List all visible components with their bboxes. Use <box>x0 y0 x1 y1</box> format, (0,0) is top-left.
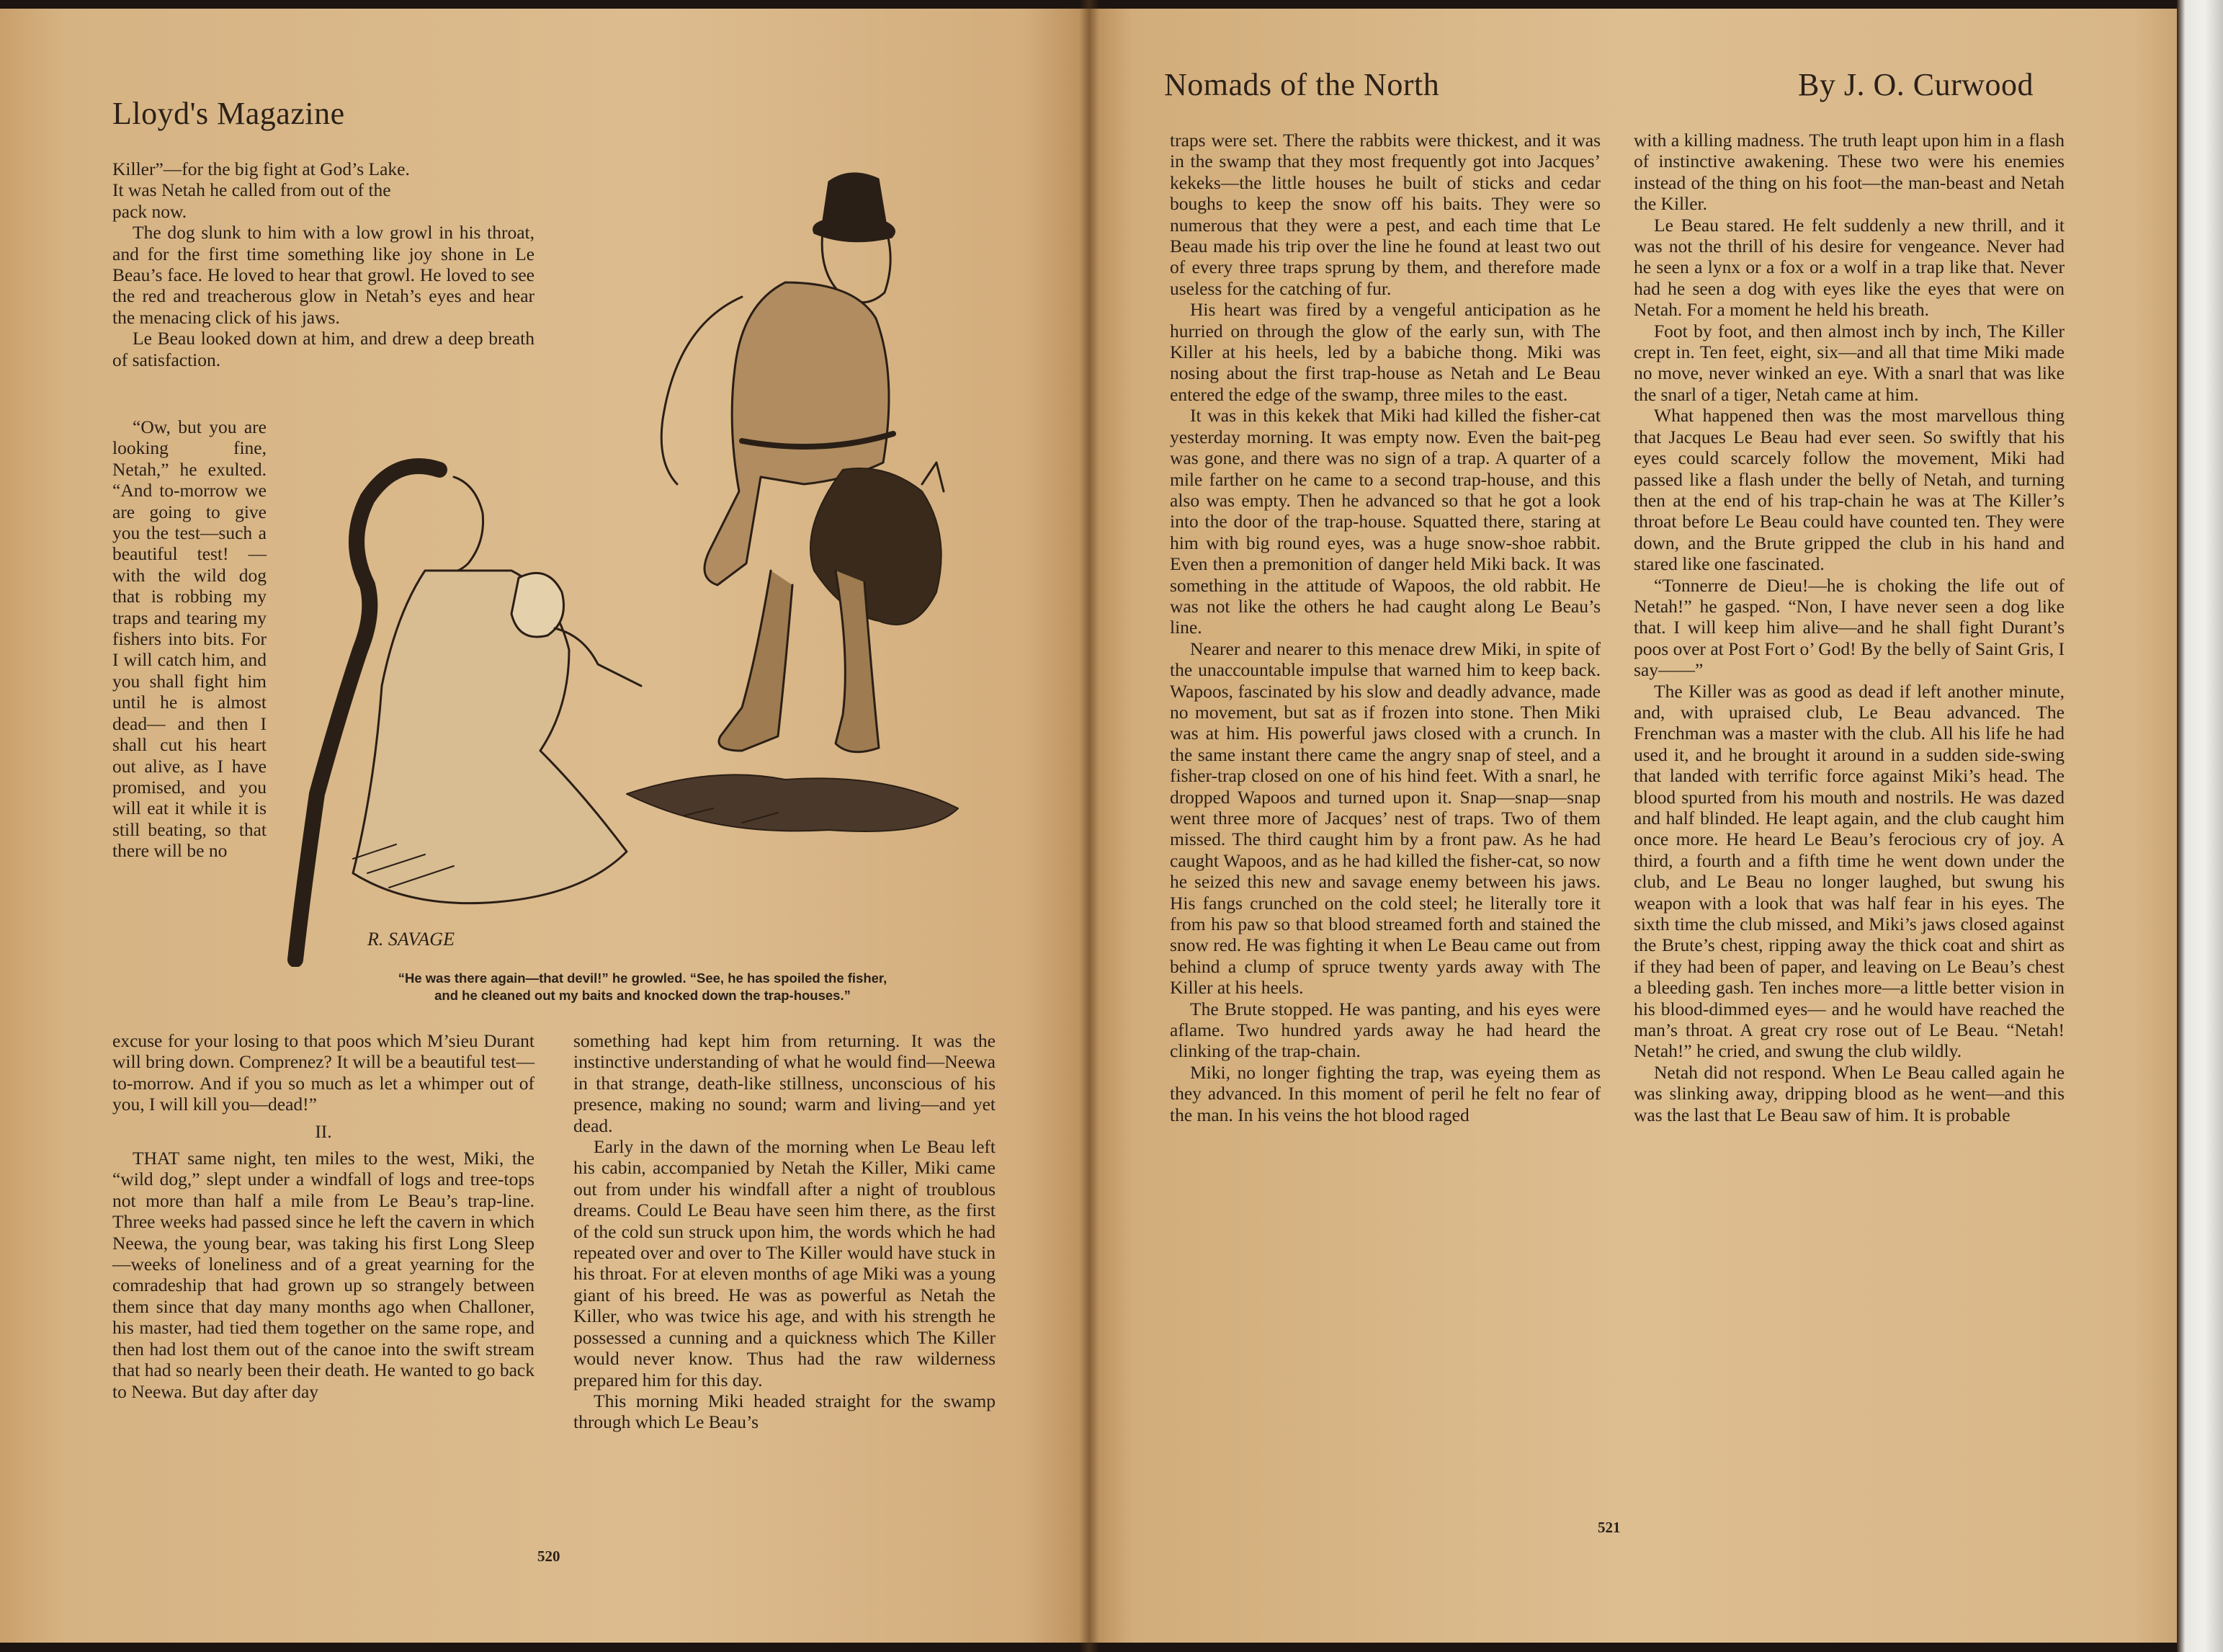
right-col2-p5: “Tonnerre de Dieu!—he is choking the life out of Netah!” he gasped. “Non, I have never seen a dog like that. I will keep him alive—and he shall fight Durant’s poos over at Post Fort o’ God! By the belly of Saint Gris, I say——” <box>1634 574 2065 681</box>
illustration-trapper-woman-child <box>281 167 1001 967</box>
illustration-caption <box>297 970 988 1004</box>
left-column-1 <box>112 1030 534 1402</box>
left-running-title: Lloyd's Magazine <box>112 96 345 131</box>
right-col1-p6: Miki, no longer fighting the trap, was eyeing them as they advanced. In this moment of peril he felt no fear of the man. In his veins the hot blood raged <box>1170 1061 1601 1125</box>
narrow-dialogue: “Ow, but you are looking fine, Netah,” he exulted. “And to-morrow we are going to give you the test—such a beautiful test! —with the wild dog that is robbing my traps and tearing my fishers into bits. For I will catch him, and you shall fight him until he is almost dead— and then I shall cut his heart out alive, as I have promised, and you will eat it while it is still beating, so that there will be no <box>112 416 267 862</box>
left-column-2 <box>573 1030 996 1433</box>
book-spine-shadow <box>1079 0 1099 1652</box>
right-folio: 521 <box>1598 1519 1621 1536</box>
intro-line-2: It was Netah he called from out of the <box>112 179 391 201</box>
illustration-signature: R. SAVAGE <box>367 929 455 950</box>
right-col1-p1: traps were set. There the rabbits were thickest, and it was in the swamp that they most frequently got into Jacques’ kekeks—the little houses he built of sticks and cedar boughs to keep the snow off his baits. They were so numerous that they were a pest, and each time that Le Beau made his trip over the line he found at least two out of every three traps sprung by them, and therefore made useless for the catching of fur. <box>1170 130 1601 299</box>
col2-p2: Early in the dawn of the morning when Le Beau left his cabin, accompanied by Netah the Killer, Miki came out from under his windfall after a night of troublous dreams. Could Le Beau have seen him there, as the first of the cold sun struck upon him, the words which he had repeated over and over to The Killer would have stuck in his throat. For at eleven months of age Miki was a young giant of his breed. He was as powerful as Netah the Killer, who was twice his age, and with his strength he possessed a cunning and a quickness which The Killer would never know. Thus had the raw wilderness prepared him for this day. <box>573 1136 996 1390</box>
caption-line-1: “He was there again—that devil!” he growled. “See, he has spoiled the fisher, <box>398 970 887 986</box>
page-edge <box>2177 0 2223 1652</box>
section-heading: II. <box>315 1120 332 1142</box>
right-col1-p3: It was in this kekek that Miki had killed the fisher-cat yesterday morning. It was empty now. Even the bait-peg was gone, and there was no sign of a trap. A quarter of a mile farther on he came to a second trap-house, and this also was empty. Then he advanced so that he got a look into the door of the trap-house. Squatted there, staring at him with big round eyes, was a huge snow-shoe rabbit. Even then a premonition of danger held Miki back. It was something in the attitude of Wapoos, the old rabbit. He was not like the others he had caught along Le Beau’s line. <box>1170 405 1601 638</box>
right-col2-p3: Foot by foot, and then almost inch by inch, The Killer crept in. Ten feet, eight, six—and all that time Miki made no move, never winked an eye. With a snarl that was like the snarl of a tiger, Netah came at him. <box>1634 320 2065 405</box>
col1-tail: excuse for your losing to that poos which M’sieu Durant will bring down. Comprenez? It will be a beautiful test— to-morrow. And if you so much as let a whimper out of you, I will kill you—dead!” <box>112 1030 534 1115</box>
para-dog: The dog slunk to him with a low growl in his throat, and for the first time something like joy shone in Le Beau’s face. He loved to hear that growl. He loved to see the red and treacherous glow in Netah’s eyes and hear the menacing click of his jaws. <box>112 222 534 328</box>
right-col2-p4: What happened then was the most marvellous thing that Jacques Le Beau had ever seen. So swiftly that his eyes could scarcely follow the movement, Miki had passed like a flash under the belly of Netah, and turning then at the end of his trap-chain he was at The Killer’s throat before Le Beau could have counted ten. They were down, and the Brute gripped the club in his hand and stared like one fascinated. <box>1634 405 2065 575</box>
left-folio: 520 <box>537 1548 560 1565</box>
byline: By J. O. Curwood <box>1798 67 2034 102</box>
intro-line-1: Killer”—for the big fight at God’s Lake. <box>112 158 410 179</box>
left-page <box>0 9 1089 1643</box>
right-col2-p2: Le Beau stared. He felt suddenly a new thrill, and it was not the thrill of his desire for vengeance. Never had he seen a lynx or a fox or a wolf in a trap like that. Never had he seen a dog with eyes like the eyes that were on Netah. For a moment he held his breath. <box>1634 214 2065 321</box>
right-col1-p2: His heart was fired by a vengeful anticipation as he hurried on through the glow of the early sun, with The Killer at his heels, led by a babiche thong. Miki was nosing about the first trap-house as Netah and Le Beau entered the edge of the swamp, three miles to the east. <box>1170 299 1601 405</box>
col1-section: THAT same night, ten miles to the west, Miki, the “wild dog,” slept under a windfall of logs and tree-tops not more than half a mile from Le Beau’s trap-line. Three weeks had passed since he left the cavern in which Neewa, the young bear, was taking his first Long Sleep—weeks of loneliness and of a great yearning for the comradeship that had grown up so strangely between them since that day many months ago when Challoner, his master, had tied them together on the same rope, and then had lost them out of the canoe into the swift stream that had so nearly been their death. He wanted to go back to Neewa. But day after day <box>112 1148 534 1402</box>
right-column-1 <box>1170 130 1601 1125</box>
intro-line-3: pack now. <box>112 200 187 222</box>
para-looked: Le Beau looked down at him, and drew a deep breath of satisfaction. <box>112 328 534 370</box>
right-column-2 <box>1634 130 2065 1125</box>
right-page <box>1089 9 2177 1643</box>
caption-line-2: and he cleaned out my baits and knocked down the trap-houses.” <box>434 988 851 1003</box>
right-col1-p5: The Brute stopped. He was panting, and his eyes were aflame. Two hundred yards away he had heard the clinking of the trap-chain. <box>1170 998 1601 1062</box>
right-col1-p4: Nearer and nearer to this menace drew Miki, in spite of the unaccountable impulse that warned him to keep back. Wapoos, fascinated by his slow and deadly advance, made no movement, but sat as if frozen into stone. Then Miki was at him. His powerful jaws closed with a crunch. In the same instant there came the angry snap of steel, and a fisher-trap closed on one of his hind feet. With a snarl, he dropped Wapoos and turned upon it. Snap—snap—snap went three more of Jacques’ nest of traps. Two of them missed. The third caught him by a front paw. As he had caught Wapoos, and as he had killed the fisher-cat, so now he seized this new and savage enemy between his jaws. His fangs crunched on the cold steel; he literally tore it from his paw so that blood streamed forth and stained the snow red. He was fighting it when Le Beau came out from behind a clump of spruce twenty yards away with The Killer at his heels. <box>1170 638 1601 999</box>
right-col2-p1: with a killing madness. The truth leapt upon him in a flash of instinctive awakening. These two were his enemies instead of the thing on his foot—the man-beast and Netah the Killer. <box>1634 130 2065 215</box>
col2-p3: This morning Miki headed straight for the swamp through which Le Beau’s <box>573 1390 996 1433</box>
col2-text: something had kept him from returning. It was the instinctive understanding of what he would find—Neewa in that strange, death-like stillness, unconscious of his presence, making no sound; warm and living—and yet dead. <box>573 1030 996 1136</box>
right-running-title: Nomads of the North <box>1164 67 1440 102</box>
right-col2-p7: Netah did not respond. When Le Beau called again he was slinking away, dripping blood as he went—and this was the last that Le Beau saw of him. It is probable <box>1634 1061 2065 1125</box>
right-col2-p6: The Killer was as good as dead if left another minute, and, with upraised club, Le Beau advanced. The Frenchman was a master with the club. All his life he had used it, and he brought it around in a sudden side-swing that landed with terrific force against Miki’s head. The blood spurted from his mouth and nostrils. He was dazed and half blinded. He leapt again, and the club caught him once more. He heard Le Beau’s ferocious cry of joy. A third, a fourth and a fifth time he went down under the club, and Le Beau no longer laughed, but swung his weapon with a look that was half fear in his eyes. The sixth time the club missed, and Miki’s jaws closed against the Brute’s chest, ripping away the thick coat and shirt as if they had been of paper, and leaving on Le Beau’s chest a bleeding gash. Ten inches more—a little better vision in his blood-dimmed eyes— and he would have reached the man’s throat. A great cry rose out of Le Beau. “Netah! Netah!” he cried, and swung the club wildly. <box>1634 680 2065 1062</box>
